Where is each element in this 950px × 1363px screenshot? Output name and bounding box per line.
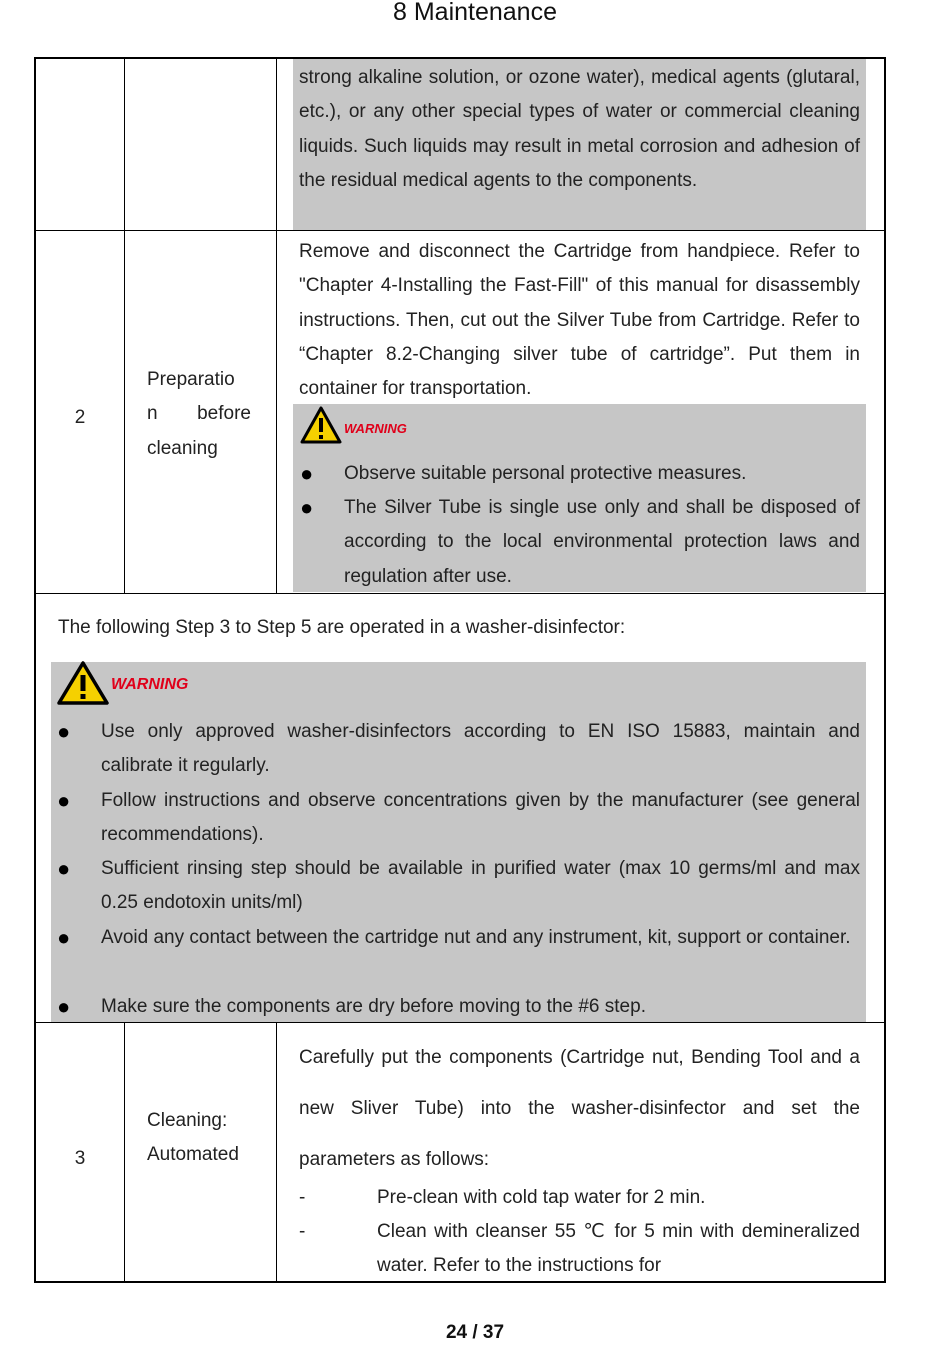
column-divider [124, 1022, 125, 1283]
step-number: 2 [74, 407, 86, 428]
parameter-item [299, 1215, 860, 1284]
warning-item [300, 491, 860, 594]
warning-text: Use only approved washer-disinfectors according to EN ISO 15883, maintain and calibrate it regularly. [101, 721, 860, 777]
warning-item [57, 852, 860, 921]
bullet-icon: ● [57, 925, 71, 950]
bullet-icon: ● [57, 719, 71, 744]
warning-text: The Silver Tube is single use only and shall be disposed of according to the local environmental protection laws and regulation after use. [344, 497, 860, 587]
page-number: 24 / 37 [445, 1322, 505, 1343]
step-title [147, 1104, 257, 1173]
step-title-line: n before [147, 403, 251, 425]
column-divider [276, 1022, 277, 1283]
warning-item [57, 921, 860, 955]
warning-label: WARNING [344, 420, 407, 436]
row-divider [34, 230, 886, 231]
page-title: 8 Maintenance [392, 0, 557, 26]
step-title-line: Automated [147, 1144, 239, 1166]
bullet-icon: ● [300, 495, 314, 520]
step-title-line: Cleaning: [147, 1110, 228, 1131]
warning-header [300, 405, 407, 445]
dash-marker: - [299, 1221, 306, 1242]
warning-label: WARNING [111, 676, 189, 693]
warning-header [57, 661, 188, 705]
warning-item [300, 457, 860, 491]
section-intro: The following Step 3 to Step 5 are operated in a washer-disinfector: [58, 617, 626, 638]
warning-text: Make sure the components are dry before moving to the #6 step. [101, 996, 646, 1017]
warning-triangle-icon [300, 406, 342, 444]
bullet-icon: ● [57, 856, 71, 881]
step-title-line: Preparatio [147, 369, 235, 390]
bullet-icon: ● [57, 788, 71, 813]
warning-text: Follow instructions and observe concentrations given by the manufacturer (see general recommendations). [101, 790, 860, 846]
parameter-text: Clean with cleanser 55 ℃ for 5 min with demineralized water. Refer to the instructions for [377, 1221, 860, 1277]
warning-text: Observe suitable personal protective measures. [344, 463, 747, 484]
column-divider [124, 57, 125, 593]
bullet-icon: ● [57, 994, 71, 1019]
warning-item [57, 715, 860, 784]
dash-marker: - [299, 1187, 306, 1208]
step-description: Carefully put the components (Cartridge nut, Bending Tool and a new Sliver Tube) into the washer-disinfector and set the parameters as follows: [299, 1047, 860, 1170]
bullet-icon: ● [300, 461, 314, 486]
step-title [147, 363, 251, 466]
step-title-line: cleaning [147, 437, 218, 459]
warning-item [57, 990, 860, 1024]
parameter-item [299, 1181, 860, 1215]
parameter-text: Pre-clean with cold tap water for 2 min. [377, 1187, 706, 1208]
warning-text: Sufficient rinsing step should be available in purified water (max 10 germs/ml and max 0.25 endotoxin units/ml) [101, 858, 860, 914]
step-number: 3 [74, 1148, 86, 1169]
warning-triangle-icon [57, 661, 109, 705]
warning-text: Avoid any contact between the cartridge nut and any instrument, kit, support or container. [101, 927, 851, 948]
continued-paragraph: strong alkaline solution, or ozone water), medical agents (glutaral, etc.), or any other special types of water or commercial cleaning liquids. Such liquids may result in metal corrosion and adhesion of the residual medical agents to the components. [299, 67, 860, 191]
warning-item [57, 784, 860, 853]
step-description: Remove and disconnect the Cartridge from handpiece. Refer to "Chapter 4-Installing the Fast-Fill" of this manual for disassembly instructions. Then, cut out the Silver Tube from Cartridge. Refer to “Chapter 8.2-Changing silver tube of cartridge”. Put them in container for transportation. [299, 241, 860, 400]
column-divider [276, 57, 277, 593]
